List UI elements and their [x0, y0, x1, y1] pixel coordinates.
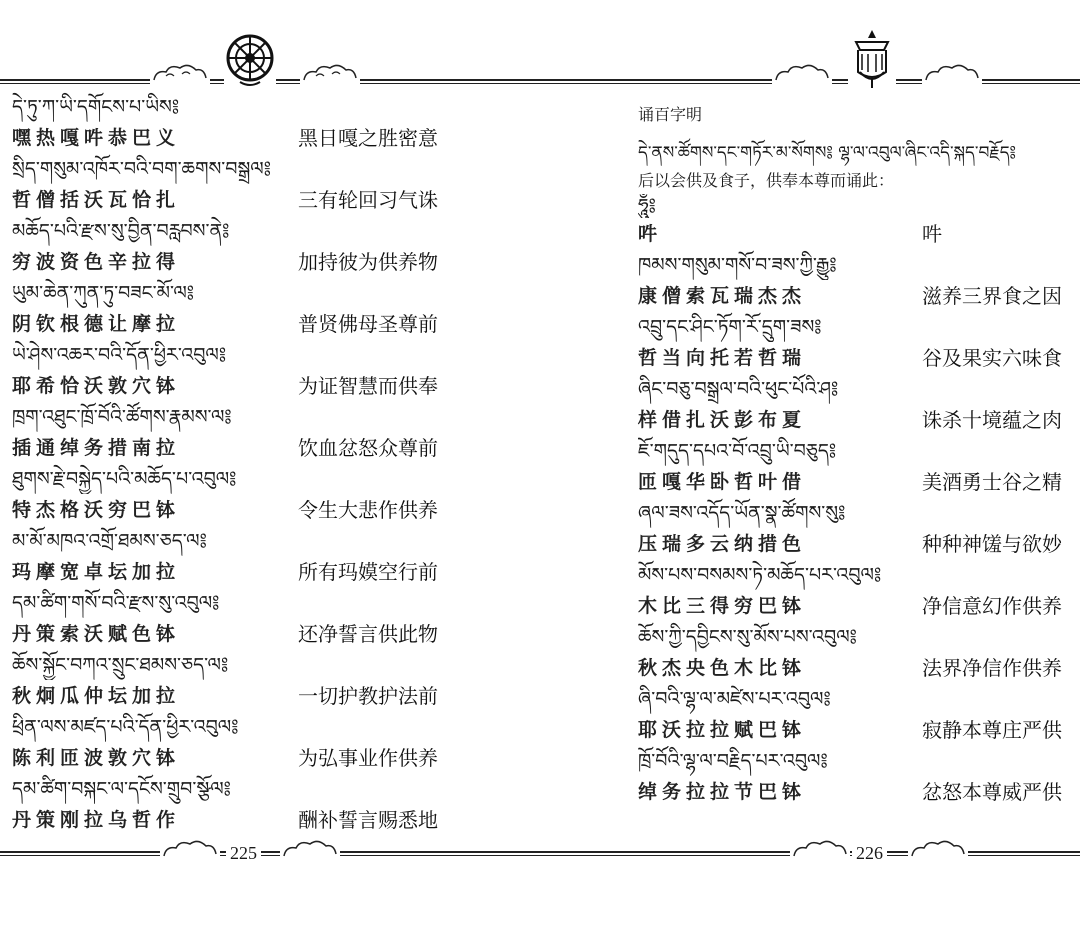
verse-tibetan: ཕྲིན་ལས་མཛད་པའི་དོན་ཕྱིར་འབུལ༔ [12, 716, 239, 738]
page-number: 225 [226, 843, 261, 864]
verse-chinese: 谷及果实六味食 [922, 346, 1062, 370]
verse-chinese: 美酒勇士谷之精 [922, 470, 1062, 494]
verse-tibetan: ཡུམ་ཆེན་ཀུན་ཏུ་བཟང་མོ་ལ༔ [12, 282, 195, 304]
verse-tibetan: ཆོས་ཀྱི་དབྱིངས་སུ་མོས་པས་འབུལ༔ [638, 626, 857, 648]
verse-transliteration: 耶沃拉拉赋巴钵 [638, 719, 807, 741]
verse-row [12, 804, 532, 836]
verse-chinese: 净信意幻作供养 [922, 594, 1062, 618]
cloud-ornament-icon [772, 62, 832, 86]
verse-chinese: 加持彼为供养物 [298, 250, 438, 274]
verse-tibetan: མཆོད་པའི་རྫས་སུ་བྱིན་བརླབས་ནེ༔ [12, 220, 230, 242]
verse-tibetan: དམ་ཚིག་བསྐང་ལ་དངོས་གྲུབ་སྩོལ༔ [12, 778, 231, 800]
verse-tibetan: འབྲུ་དང་ཤིང་ཏོག་རོ་དྲུག་ཟས༔ [638, 316, 822, 338]
verse-transliteration: 陈利匝波敦穴钵 [12, 747, 181, 769]
right-page [540, 0, 1080, 926]
cloud-ornament-icon [280, 838, 340, 862]
verse-chinese: 还净誓言供此物 [298, 622, 438, 646]
verse-row [12, 370, 532, 402]
verse-tibetan: དམ་ཚིག་གསོ་བའི་རྫས་སུ་འབུལ༔ [12, 592, 220, 614]
verse-tibetan: ཞི་བའི་ལྷ་ལ་མཛེས་པར་འབུལ༔ [638, 688, 831, 710]
verse-row [12, 432, 532, 464]
verse-chinese: 黑日嘎之胜密意 [298, 126, 438, 150]
verse-transliteration: 耶希恰沃敦穴钵 [12, 375, 181, 397]
bottom-rule [0, 851, 540, 859]
page-number: 226 [852, 843, 887, 864]
verse-transliteration: 丹策刚拉乌哲作 [12, 809, 181, 831]
verse-transliteration: 木比三得穷巴钵 [638, 595, 807, 617]
verse-transliteration: 玛摩宽卓坛加拉 [12, 561, 181, 583]
verse-chinese: 为证智慧而供奉 [298, 374, 438, 398]
verse-row [12, 246, 532, 278]
hum-transliteration: 吽 [638, 223, 663, 245]
verse-row [638, 590, 1070, 622]
verse-row [12, 308, 532, 340]
verse-row [638, 528, 1070, 560]
verse-transliteration: 康僧索瓦瑞杰杰 [638, 285, 807, 307]
verse-chinese: 普贤佛母圣尊前 [298, 312, 438, 336]
verse-chinese: 种种神馐与欲妙 [922, 532, 1062, 556]
cloud-ornament-icon [160, 838, 220, 862]
verse-transliteration: 嘿热嘎吽恭巴义 [12, 127, 181, 149]
verse-chinese: 寂静本尊庄严供 [922, 718, 1062, 742]
intro-tibetan: དེ་ནས་ཚོགས་དང་གཏོར་མ་སོགས༔ ལྷ་ལ་འབུལ་ཞིང་འདི་སྐད་བརྗོད༔ [638, 143, 1017, 163]
dharma-wheel-icon [222, 30, 278, 88]
hum-chinese: 吽 [922, 222, 942, 246]
verse-row [12, 494, 532, 526]
cloud-ornament-icon [922, 62, 982, 86]
verse-tibetan: ཡེ་ཤེས་འཆར་བའི་དོན་ཕྱིར་འབུལ༔ [12, 344, 227, 366]
verse-row [638, 404, 1070, 436]
verse-transliteration: 秋杰央色木比钵 [638, 657, 807, 679]
verse-transliteration: 绰务拉拉节巴钵 [638, 781, 807, 803]
verse-list [12, 122, 532, 836]
verse-tibetan: ཁྲོ་བོའི་ལྷ་ལ་བརྗིད་པར་འབུལ༔ [638, 750, 828, 772]
verse-transliteration: 秋炯瓜仲坛加拉 [12, 685, 181, 707]
first-tibetan-line: ཁམས་གསུམ་གསོ་བ་ཟས་ཀྱི་རྒྱུ༔ [638, 254, 837, 276]
cloud-ornament-icon [790, 838, 850, 862]
verse-row [12, 556, 532, 588]
verse-chinese: 令生大悲作供养 [298, 498, 438, 522]
verse-tibetan: མོས་པས་བསམས་ཏེ་མཆོད་པར་འབུལ༔ [638, 564, 882, 586]
verse-chinese: 一切护教护法前 [298, 684, 438, 708]
verse-transliteration: 阴钦根德让摩拉 [12, 313, 181, 335]
verse-row [12, 742, 532, 774]
verse-chinese: 酬补誓言赐悉地 [298, 808, 438, 832]
verse-row [12, 122, 532, 154]
verse-row [12, 618, 532, 650]
verse-tibetan: ཇོ་གདུད་དཔའ་བོ་འབྲུ་ཡི་བཅུད༔ [638, 440, 837, 462]
cloud-ornament-icon [300, 62, 360, 86]
verse-tibetan: ཐུགས་རྗེ་བསྐྱེད་པའི་མཆོད་པ་འབུལ༔ [12, 468, 237, 490]
verse-row [638, 776, 1070, 808]
heading-tibetan: དེ་ཏུ་ཀ་ཡི་དགོངས་པ་ཡིས༔ [12, 96, 180, 118]
verse-tibetan: སྲིད་གསུམ་འཁོར་བའི་བག་ཆགས་བསྒྲལ༔ [12, 158, 271, 180]
section-title: 诵百字明 [638, 105, 703, 124]
verse-chinese: 滋养三界食之因 [922, 284, 1062, 308]
cloud-ornament-icon [908, 838, 968, 862]
verse-transliteration: 丹策索沃赋色钵 [12, 623, 181, 645]
verse-tibetan: ཞིང་བཅུ་བསྒྲལ་བའི་ཕུང་པོའི་ཤ༔ [638, 378, 839, 400]
verse-chinese: 诛杀十境蕴之肉 [922, 408, 1062, 432]
left-text-block [12, 92, 532, 836]
verse-row [12, 680, 532, 712]
intro-chinese: 后以会供及食子，供奉本尊而诵此： [638, 171, 895, 190]
cloud-ornament-icon [150, 62, 210, 86]
verse-list [638, 280, 1070, 808]
verse-row [638, 466, 1070, 498]
verse-transliteration: 匝嘎华卧哲叶借 [638, 471, 807, 493]
verse-transliteration: 穷波资色辛拉得 [12, 251, 181, 273]
verse-row [638, 652, 1070, 684]
verse-tibetan: མ་མོ་མཁའ་འགྲོ་ཐམས་ཅད་ལ༔ [12, 530, 207, 552]
verse-chinese: 饮血忿怒众尊前 [298, 436, 438, 460]
verse-transliteration: 哲僧括沃瓦恰扎 [12, 189, 181, 211]
victory-banner-icon [846, 28, 898, 90]
verse-chinese: 所有玛嫫空行前 [298, 560, 438, 584]
verse-tibetan: ཞལ་ཟས་འདོད་ཡོན་སྣ་ཚོགས་སུ༔ [638, 502, 846, 524]
verse-tibetan: ཁྲག་འཐུང་ཁྲོ་བོའི་ཚོགས་རྣམས་ལ༔ [12, 406, 232, 428]
verse-transliteration: 哲当向托若哲瑞 [638, 347, 807, 369]
verse-tibetan: ཆོས་སྐྱོང་བཀའ་སྲུང་ཐམས་ཅད་ལ༔ [12, 654, 229, 676]
hum-tibetan: ཧཱུྃ༔ [638, 195, 656, 217]
verse-transliteration: 特杰格沃穷巴钵 [12, 499, 181, 521]
verse-chinese: 三有轮回习气诛 [298, 188, 438, 212]
verse-row [12, 184, 532, 216]
hum-row [638, 218, 1070, 250]
verse-transliteration: 插通绰务措南拉 [12, 437, 181, 459]
verse-chinese: 为弘事业作供养 [298, 746, 438, 770]
verse-chinese: 忿怒本尊威严供 [922, 780, 1062, 804]
verse-chinese: 法界净信作供养 [922, 656, 1062, 680]
right-text-block [638, 100, 1070, 808]
verse-row [638, 714, 1070, 746]
verse-row [638, 342, 1070, 374]
verse-transliteration: 样借扎沃彭布夏 [638, 409, 807, 431]
verse-row [638, 280, 1070, 312]
verse-transliteration: 压瑞多云纳措色 [638, 533, 807, 555]
